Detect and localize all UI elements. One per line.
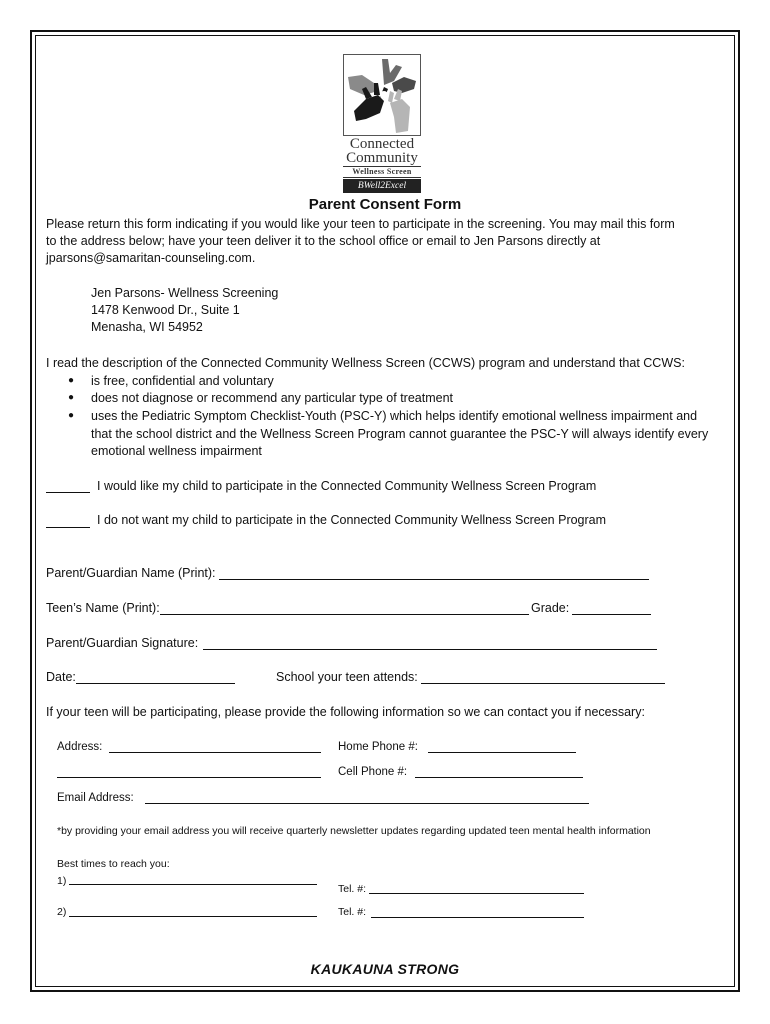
home-phone-field[interactable] [428,752,576,753]
intro-line-1: Please return this form indicating if you would like your teen to participate in the screening. You may mail this form [46,217,675,231]
address-label: Address: [57,741,103,753]
cell-phone-field[interactable] [415,777,583,778]
bullet-dot-icon: ● [68,410,75,421]
guardian-name-label: Parent/Guardian Name (Print): [46,566,216,580]
participate-yes-label: I would like my child to participate in the Connected Community Wellness Screen Program [97,479,597,493]
understand-bullet-3-line-3: emotional wellness impairment [91,444,262,458]
participate-no-blank[interactable] [46,527,90,528]
page-title: Parent Consent Form [308,196,462,213]
tel-2-field[interactable] [371,917,584,918]
hands-logo-icon [343,54,421,136]
mailing-address-line-2: 1478 Kenwood Dr., Suite 1 [91,303,240,317]
cell-phone-label: Cell Phone #: [338,766,408,778]
contact-lead: If your teen will be participating, please provide the following information so we can contact you if necessary: [46,705,645,719]
best-time-1-label: 1) [57,875,67,887]
best-times-label: Best times to reach you: [57,858,170,870]
grade-field[interactable] [572,614,651,615]
understand-bullet-3-line-1: uses the Pediatric Symptom Checklist-Youth (PSC-Y) which helps identify emotional wellness impairment and [91,409,698,423]
mailing-address-line-3: Menasha, WI 54952 [91,320,203,334]
understand-bullet-3-line-2: that the school district and the Wellness Screen Program cannot guarantee the PSC-Y will always identify every [91,427,709,441]
understand-bullet-2: does not diagnose or recommend any particular type of treatment [91,391,454,405]
grade-label: Grade: [531,601,570,615]
signature-label: Parent/Guardian Signature: [46,636,199,650]
best-time-2-field[interactable] [69,916,317,917]
understand-lead: I read the description of the Connected Community Wellness Screen (CCWS) program and understand that CCWS: [46,356,685,370]
intro-line-3: jparsons@samaritan-counseling.com. [46,251,256,265]
understand-bullet-1: is free, confidential and voluntary [91,374,274,388]
participate-no-label: I do not want my child to participate in the Connected Community Wellness Screen Program [97,513,607,527]
school-field[interactable] [421,683,665,684]
best-time-2-label: 2) [57,906,67,918]
footer-slogan: KAUKAUNA STRONG [310,961,460,977]
logo-text-connected: Connected [349,136,415,152]
logo-text-community: Community [346,150,418,166]
intro-line-2: to the address below; have your teen deliver it to the school office or email to Jen Parsons directly at [46,234,601,248]
logo-tagline: BWell2Excel [343,179,421,193]
logo-text-wellness-screen: Wellness Screen [343,166,421,178]
teen-name-field[interactable] [160,614,529,615]
bullet-dot-icon: ● [68,375,75,386]
address-field-line-2[interactable] [57,777,321,778]
tel-1-field[interactable] [369,893,584,894]
date-field[interactable] [76,683,235,684]
signature-field[interactable] [203,649,657,650]
school-label: School your teen attends: [276,670,418,684]
bullet-dot-icon: ● [68,392,75,403]
tel-2-label: Tel. #: [338,906,367,918]
date-label: Date: [46,670,76,684]
best-time-1-field[interactable] [69,884,317,885]
guardian-name-field[interactable] [219,579,649,580]
address-field-line-1[interactable] [109,752,321,753]
email-label: Email Address: [57,792,134,804]
teen-name-label: Teen’s Name (Print): [46,601,160,615]
participate-yes-blank[interactable] [46,492,90,493]
email-field[interactable] [145,803,589,804]
mailing-address-line-1: Jen Parsons- Wellness Screening [91,286,279,300]
tel-1-label: Tel. #: [338,883,367,895]
email-newsletter-note: *by providing your email address you will receive quarterly newsletter updates regarding updated teen mental health information [57,825,651,837]
home-phone-label: Home Phone #: [338,741,418,753]
ccws-logo [343,54,421,190]
